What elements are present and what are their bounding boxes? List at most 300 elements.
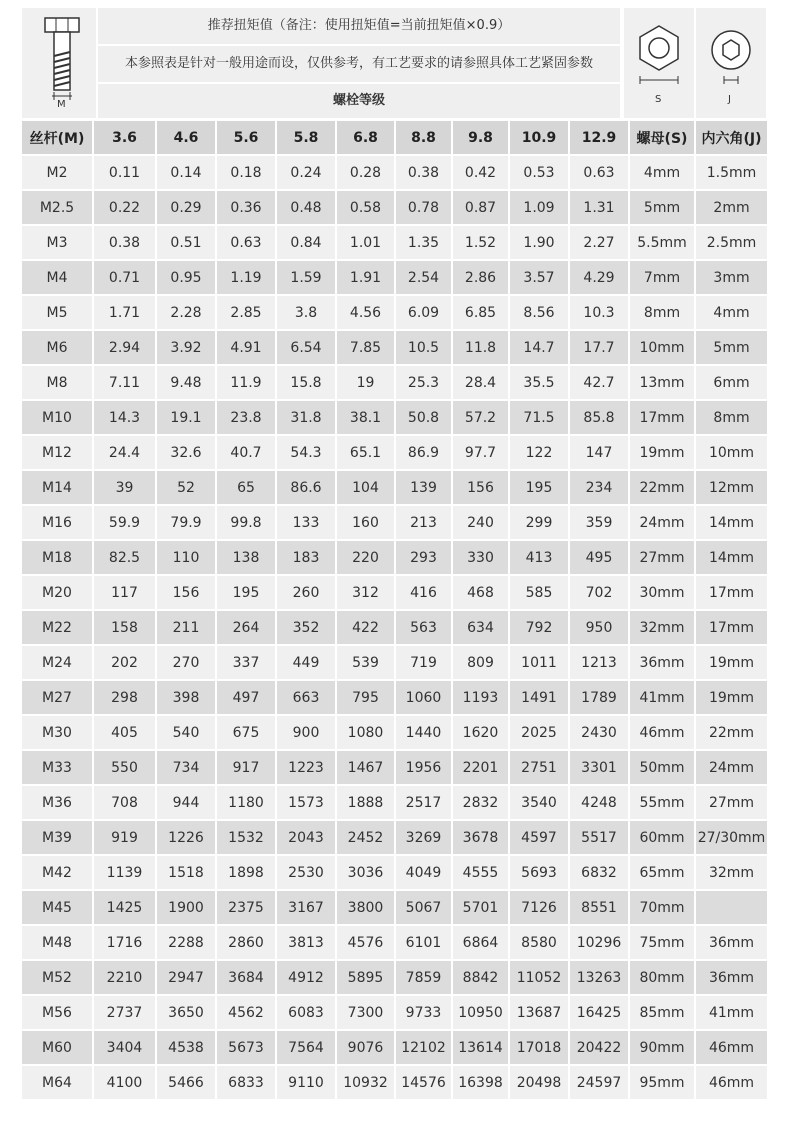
wrench-size-cell: 75mm (630, 924, 696, 959)
torque-value-cell: 0.71 (94, 259, 157, 294)
wrench-size-cell: 17mm (630, 399, 696, 434)
column-header: 6.8 (337, 121, 396, 154)
column-header: 4.6 (157, 121, 217, 154)
torque-value-cell: 14.3 (94, 399, 157, 434)
wrench-size-cell: 46mm (630, 714, 696, 749)
torque-value-cell: 1223 (277, 749, 337, 784)
wrench-size-cell: 32mm (630, 609, 696, 644)
torque-value-cell: 0.11 (94, 154, 157, 189)
torque-value-cell: 86.9 (396, 434, 453, 469)
torque-value-cell: 9076 (337, 1029, 396, 1064)
torque-value-cell: 1532 (217, 819, 277, 854)
torque-value-cell: 809 (453, 644, 510, 679)
bolt-size-cell: M8 (22, 364, 94, 399)
torque-value-cell: 7.11 (94, 364, 157, 399)
torque-value-cell: 82.5 (94, 539, 157, 574)
torque-value-cell: 11052 (510, 959, 570, 994)
table-row (22, 539, 767, 574)
torque-value-cell: 6864 (453, 924, 510, 959)
column-header: 螺母(S) (630, 121, 696, 154)
torque-value-cell: 195 (510, 469, 570, 504)
wrench-size-cell: 10mm (696, 434, 767, 469)
torque-value-cell: 950 (570, 609, 630, 644)
torque-value-cell: 5466 (157, 1064, 217, 1099)
wrench-size-cell: 41mm (696, 994, 767, 1029)
torque-value-cell: 6083 (277, 994, 337, 1029)
torque-value-cell: 2751 (510, 749, 570, 784)
torque-value-cell: 0.84 (277, 224, 337, 259)
torque-value-cell: 11.9 (217, 364, 277, 399)
wrench-size-cell (696, 889, 767, 924)
table-row (22, 154, 767, 189)
torque-value-cell: 5895 (337, 959, 396, 994)
torque-value-cell: 213 (396, 504, 453, 539)
torque-value-cell: 2517 (396, 784, 453, 819)
torque-value-cell: 15.8 (277, 364, 337, 399)
torque-value-cell: 298 (94, 679, 157, 714)
wrench-size-cell: 70mm (630, 889, 696, 924)
torque-value-cell: 663 (277, 679, 337, 714)
torque-value-cell: 133 (277, 504, 337, 539)
torque-value-cell: 1060 (396, 679, 453, 714)
torque-value-cell: 3.57 (510, 259, 570, 294)
torque-value-cell: 4100 (94, 1064, 157, 1099)
torque-value-cell: 2025 (510, 714, 570, 749)
wrench-size-cell: 3mm (696, 259, 767, 294)
wrench-size-cell: 14mm (696, 539, 767, 574)
column-header: 5.6 (217, 121, 277, 154)
torque-value-cell: 4049 (396, 854, 453, 889)
torque-value-cell: 1491 (510, 679, 570, 714)
nut-diagram-cell (622, 8, 694, 118)
wrench-size-cell: 17mm (696, 609, 767, 644)
torque-value-cell: 5673 (217, 1029, 277, 1064)
torque-value-cell: 6101 (396, 924, 453, 959)
table-row (22, 819, 767, 854)
bolt-size-cell: M60 (22, 1029, 94, 1064)
table-row (22, 1029, 767, 1064)
torque-value-cell: 20498 (510, 1064, 570, 1099)
torque-value-cell: 13614 (453, 1029, 510, 1064)
hex-key-dimension-label: J (728, 94, 731, 105)
torque-value-cell: 17018 (510, 1029, 570, 1064)
bolt-dimension-label: M (57, 99, 66, 110)
torque-value-cell: 6.09 (396, 294, 453, 329)
torque-value-cell: 3800 (337, 889, 396, 924)
torque-value-cell: 330 (453, 539, 510, 574)
torque-value-cell: 708 (94, 784, 157, 819)
torque-value-cell: 5067 (396, 889, 453, 924)
torque-value-cell: 0.28 (337, 154, 396, 189)
torque-value-cell: 0.63 (217, 224, 277, 259)
table-row (22, 574, 767, 609)
torque-value-cell: 0.38 (396, 154, 453, 189)
bolt-size-cell: M24 (22, 644, 94, 679)
torque-value-cell: 1900 (157, 889, 217, 924)
torque-value-cell: 7.85 (337, 329, 396, 364)
torque-value-cell: 3540 (510, 784, 570, 819)
torque-value-cell: 110 (157, 539, 217, 574)
torque-value-cell: 1956 (396, 749, 453, 784)
torque-value-cell: 1888 (337, 784, 396, 819)
column-header: 内六角(J) (696, 121, 767, 154)
wrench-size-cell: 19mm (696, 644, 767, 679)
wrench-size-cell: 19mm (630, 434, 696, 469)
table-row (22, 714, 767, 749)
torque-value-cell: 9733 (396, 994, 453, 1029)
torque-value-cell: 944 (157, 784, 217, 819)
torque-value-cell: 13687 (510, 994, 570, 1029)
table-row (22, 924, 767, 959)
torque-value-cell: 792 (510, 609, 570, 644)
torque-value-cell: 1.35 (396, 224, 453, 259)
column-header: 9.8 (453, 121, 510, 154)
torque-value-cell: 240 (453, 504, 510, 539)
hex-key-diagram-cell (694, 8, 766, 118)
torque-value-cell: 28.4 (453, 364, 510, 399)
torque-value-cell: 0.51 (157, 224, 217, 259)
table-row (22, 749, 767, 784)
torque-value-cell: 24597 (570, 1064, 630, 1099)
torque-value-cell: 1226 (157, 819, 217, 854)
torque-value-cell: 398 (157, 679, 217, 714)
wrench-size-cell: 4mm (630, 154, 696, 189)
bolt-size-cell: M3 (22, 224, 94, 259)
wrench-size-cell: 90mm (630, 1029, 696, 1064)
torque-value-cell: 5693 (510, 854, 570, 889)
wrench-size-cell: 19mm (696, 679, 767, 714)
wrench-size-cell: 22mm (630, 469, 696, 504)
torque-value-cell: 12102 (396, 1029, 453, 1064)
wrench-size-cell: 8mm (630, 294, 696, 329)
wrench-size-cell: 6mm (696, 364, 767, 399)
table-row (22, 644, 767, 679)
torque-value-cell: 156 (157, 574, 217, 609)
torque-value-cell: 24.4 (94, 434, 157, 469)
torque-value-cell: 6.85 (453, 294, 510, 329)
torque-value-cell: 122 (510, 434, 570, 469)
wrench-size-cell: 5mm (630, 189, 696, 224)
bolt-size-cell: M56 (22, 994, 94, 1029)
torque-value-cell: 97.7 (453, 434, 510, 469)
torque-value-cell: 352 (277, 609, 337, 644)
torque-value-cell: 35.5 (510, 364, 570, 399)
torque-value-cell: 38.1 (337, 399, 396, 434)
table-row (22, 1064, 767, 1099)
torque-value-cell: 25.3 (396, 364, 453, 399)
torque-value-cell: 1.91 (337, 259, 396, 294)
torque-value-cell: 14.7 (510, 329, 570, 364)
wrench-size-cell: 60mm (630, 819, 696, 854)
torque-value-cell: 99.8 (217, 504, 277, 539)
torque-value-cell: 2.27 (570, 224, 630, 259)
table-row (22, 294, 767, 329)
torque-value-cell: 585 (510, 574, 570, 609)
torque-value-cell: 8842 (453, 959, 510, 994)
torque-value-cell: 413 (510, 539, 570, 574)
torque-value-cell: 4912 (277, 959, 337, 994)
torque-value-cell: 86.6 (277, 469, 337, 504)
torque-value-cell: 1716 (94, 924, 157, 959)
torque-value-cell: 3404 (94, 1029, 157, 1064)
torque-value-cell: 312 (337, 574, 396, 609)
torque-value-cell: 4.91 (217, 329, 277, 364)
wrench-size-cell: 27mm (696, 784, 767, 819)
torque-value-cell: 260 (277, 574, 337, 609)
bolt-size-cell: M18 (22, 539, 94, 574)
torque-value-cell: 2832 (453, 784, 510, 819)
torque-value-cell: 40.7 (217, 434, 277, 469)
header-line-2: 本参照表是针对一般用途而设，仅供参考，有工艺要求的请参照具体工艺紧固参数 (98, 46, 620, 84)
torque-value-cell: 1080 (337, 714, 396, 749)
torque-value-cell: 65.1 (337, 434, 396, 469)
wrench-size-cell: 24mm (696, 749, 767, 784)
torque-value-cell: 71.5 (510, 399, 570, 434)
torque-value-cell: 468 (453, 574, 510, 609)
torque-value-cell: 5701 (453, 889, 510, 924)
table-row (22, 189, 767, 224)
torque-value-cell: 416 (396, 574, 453, 609)
table-row (22, 784, 767, 819)
torque-value-cell: 13263 (570, 959, 630, 994)
torque-value-cell: 8580 (510, 924, 570, 959)
bolt-size-cell: M64 (22, 1064, 94, 1099)
table-row (22, 399, 767, 434)
bolt-size-cell: M22 (22, 609, 94, 644)
table-row (22, 854, 767, 889)
header-line-1: 推荐扭矩值（备注：使用扭矩值=当前扭矩值×0.9） (98, 8, 620, 46)
torque-value-cell: 10.3 (570, 294, 630, 329)
torque-value-cell: 2043 (277, 819, 337, 854)
torque-value-cell: 160 (337, 504, 396, 539)
torque-value-cell: 20422 (570, 1029, 630, 1064)
column-header: 丝杆(M) (22, 121, 94, 154)
torque-value-cell: 3.8 (277, 294, 337, 329)
torque-value-cell: 2.86 (453, 259, 510, 294)
torque-value-cell: 19 (337, 364, 396, 399)
torque-value-cell: 4576 (337, 924, 396, 959)
wrench-size-cell: 8mm (696, 399, 767, 434)
bolt-size-cell: M2.5 (22, 189, 94, 224)
torque-value-cell: 3650 (157, 994, 217, 1029)
torque-value-cell: 183 (277, 539, 337, 574)
torque-value-cell: 0.53 (510, 154, 570, 189)
torque-value-cell: 0.38 (94, 224, 157, 259)
wrench-size-cell: 4mm (696, 294, 767, 329)
torque-value-cell: 2430 (570, 714, 630, 749)
torque-value-cell: 2210 (94, 959, 157, 994)
wrench-size-cell: 2.5mm (696, 224, 767, 259)
wrench-size-cell: 1.5mm (696, 154, 767, 189)
table-row (22, 679, 767, 714)
torque-value-cell: 1.01 (337, 224, 396, 259)
wrench-size-cell: 17mm (696, 574, 767, 609)
wrench-size-cell: 5mm (696, 329, 767, 364)
wrench-size-cell: 10mm (630, 329, 696, 364)
torque-value-cell: 795 (337, 679, 396, 714)
table-row (22, 959, 767, 994)
column-header: 5.8 (277, 121, 337, 154)
torque-value-cell: 104 (337, 469, 396, 504)
torque-value-cell: 497 (217, 679, 277, 714)
bolt-size-cell: M30 (22, 714, 94, 749)
torque-value-cell: 0.14 (157, 154, 217, 189)
wrench-size-cell: 14mm (696, 504, 767, 539)
torque-value-cell: 0.36 (217, 189, 277, 224)
table-row (22, 469, 767, 504)
torque-value-cell: 7126 (510, 889, 570, 924)
torque-value-cell: 7300 (337, 994, 396, 1029)
torque-value-cell: 0.48 (277, 189, 337, 224)
wrench-size-cell: 27/30mm (696, 819, 767, 854)
table-body (22, 154, 767, 1099)
torque-value-cell: 719 (396, 644, 453, 679)
torque-value-cell: 449 (277, 644, 337, 679)
column-header: 3.6 (94, 121, 157, 154)
torque-value-cell: 0.29 (157, 189, 217, 224)
torque-value-cell: 0.95 (157, 259, 217, 294)
torque-value-cell: 1898 (217, 854, 277, 889)
bolt-size-cell: M12 (22, 434, 94, 469)
wrench-size-cell: 22mm (696, 714, 767, 749)
torque-value-cell: 85.8 (570, 399, 630, 434)
torque-value-cell: 1.09 (510, 189, 570, 224)
torque-value-cell: 3684 (217, 959, 277, 994)
torque-value-cell: 2860 (217, 924, 277, 959)
wrench-size-cell: 36mm (696, 959, 767, 994)
torque-value-cell: 675 (217, 714, 277, 749)
torque-value-cell: 0.63 (570, 154, 630, 189)
wrench-size-cell: 36mm (696, 924, 767, 959)
bolt-size-cell: M20 (22, 574, 94, 609)
wrench-size-cell: 2mm (696, 189, 767, 224)
torque-value-cell: 1573 (277, 784, 337, 819)
torque-value-cell: 270 (157, 644, 217, 679)
torque-value-cell: 139 (396, 469, 453, 504)
torque-value-cell: 2.28 (157, 294, 217, 329)
torque-value-cell: 117 (94, 574, 157, 609)
torque-value-cell: 1.71 (94, 294, 157, 329)
torque-value-cell: 14576 (396, 1064, 453, 1099)
torque-value-cell: 1213 (570, 644, 630, 679)
torque-value-cell: 2375 (217, 889, 277, 924)
bolt-diagram-cell (22, 8, 98, 118)
wrench-size-cell: 65mm (630, 854, 696, 889)
column-header: 10.9 (510, 121, 570, 154)
torque-value-cell: 3167 (277, 889, 337, 924)
bolt-size-cell: M33 (22, 749, 94, 784)
torque-value-cell: 1.59 (277, 259, 337, 294)
wrench-size-cell: 36mm (630, 644, 696, 679)
torque-value-cell: 8551 (570, 889, 630, 924)
torque-value-cell: 2201 (453, 749, 510, 784)
torque-value-cell: 0.24 (277, 154, 337, 189)
torque-value-cell: 563 (396, 609, 453, 644)
torque-value-cell: 2.54 (396, 259, 453, 294)
bolt-size-cell: M36 (22, 784, 94, 819)
torque-value-cell: 16425 (570, 994, 630, 1029)
header-notes (98, 8, 620, 118)
torque-value-cell: 42.7 (570, 364, 630, 399)
torque-value-cell: 0.58 (337, 189, 396, 224)
bolt-size-cell: M6 (22, 329, 94, 364)
torque-value-cell: 539 (337, 644, 396, 679)
torque-value-cell: 359 (570, 504, 630, 539)
torque-value-cell: 919 (94, 819, 157, 854)
torque-value-cell: 4.29 (570, 259, 630, 294)
torque-value-cell: 10932 (337, 1064, 396, 1099)
torque-value-cell: 5517 (570, 819, 630, 854)
torque-value-cell: 1193 (453, 679, 510, 714)
torque-value-cell: 4538 (157, 1029, 217, 1064)
torque-value-cell: 10950 (453, 994, 510, 1029)
torque-value-cell: 337 (217, 644, 277, 679)
torque-value-cell: 0.22 (94, 189, 157, 224)
torque-value-cell: 220 (337, 539, 396, 574)
torque-value-cell: 31.8 (277, 399, 337, 434)
bolt-size-cell: M2 (22, 154, 94, 189)
bolt-size-cell: M45 (22, 889, 94, 924)
bolt-grade-heading: 螺栓等级 (332, 93, 385, 108)
torque-value-cell: 202 (94, 644, 157, 679)
torque-value-cell: 9.48 (157, 364, 217, 399)
torque-value-cell: 3678 (453, 819, 510, 854)
bolt-size-cell: M4 (22, 259, 94, 294)
torque-value-cell: 2452 (337, 819, 396, 854)
table-row (22, 364, 767, 399)
torque-value-cell: 734 (157, 749, 217, 784)
torque-value-cell: 1789 (570, 679, 630, 714)
torque-value-cell: 3036 (337, 854, 396, 889)
torque-value-cell: 6833 (217, 1064, 277, 1099)
torque-value-cell: 1518 (157, 854, 217, 889)
torque-value-cell: 550 (94, 749, 157, 784)
torque-value-cell: 3301 (570, 749, 630, 784)
torque-value-cell: 7564 (277, 1029, 337, 1064)
torque-value-cell: 4562 (217, 994, 277, 1029)
wrench-size-cell: 24mm (630, 504, 696, 539)
torque-value-cell: 11.8 (453, 329, 510, 364)
table-header-row (22, 121, 767, 154)
torque-value-cell: 2.85 (217, 294, 277, 329)
torque-value-cell: 156 (453, 469, 510, 504)
torque-value-cell: 1139 (94, 854, 157, 889)
torque-value-cell: 8.56 (510, 294, 570, 329)
torque-value-cell: 0.78 (396, 189, 453, 224)
torque-value-cell: 2947 (157, 959, 217, 994)
torque-value-cell: 0.18 (217, 154, 277, 189)
torque-value-cell: 16398 (453, 1064, 510, 1099)
table-row (22, 434, 767, 469)
torque-value-cell: 39 (94, 469, 157, 504)
wrench-size-cell: 5.5mm (630, 224, 696, 259)
wrench-size-cell: 55mm (630, 784, 696, 819)
torque-value-cell: 4555 (453, 854, 510, 889)
torque-value-cell: 2.94 (94, 329, 157, 364)
bolt-size-cell: M5 (22, 294, 94, 329)
torque-value-cell: 23.8 (217, 399, 277, 434)
torque-value-cell: 1.19 (217, 259, 277, 294)
wrench-size-cell: 46mm (696, 1029, 767, 1064)
torque-value-cell: 3.92 (157, 329, 217, 364)
wrench-size-cell: 30mm (630, 574, 696, 609)
bolt-size-cell: M42 (22, 854, 94, 889)
torque-value-cell: 50.8 (396, 399, 453, 434)
torque-value-cell: 1.90 (510, 224, 570, 259)
table-row (22, 504, 767, 539)
torque-value-cell: 10.5 (396, 329, 453, 364)
bolt-size-cell: M14 (22, 469, 94, 504)
